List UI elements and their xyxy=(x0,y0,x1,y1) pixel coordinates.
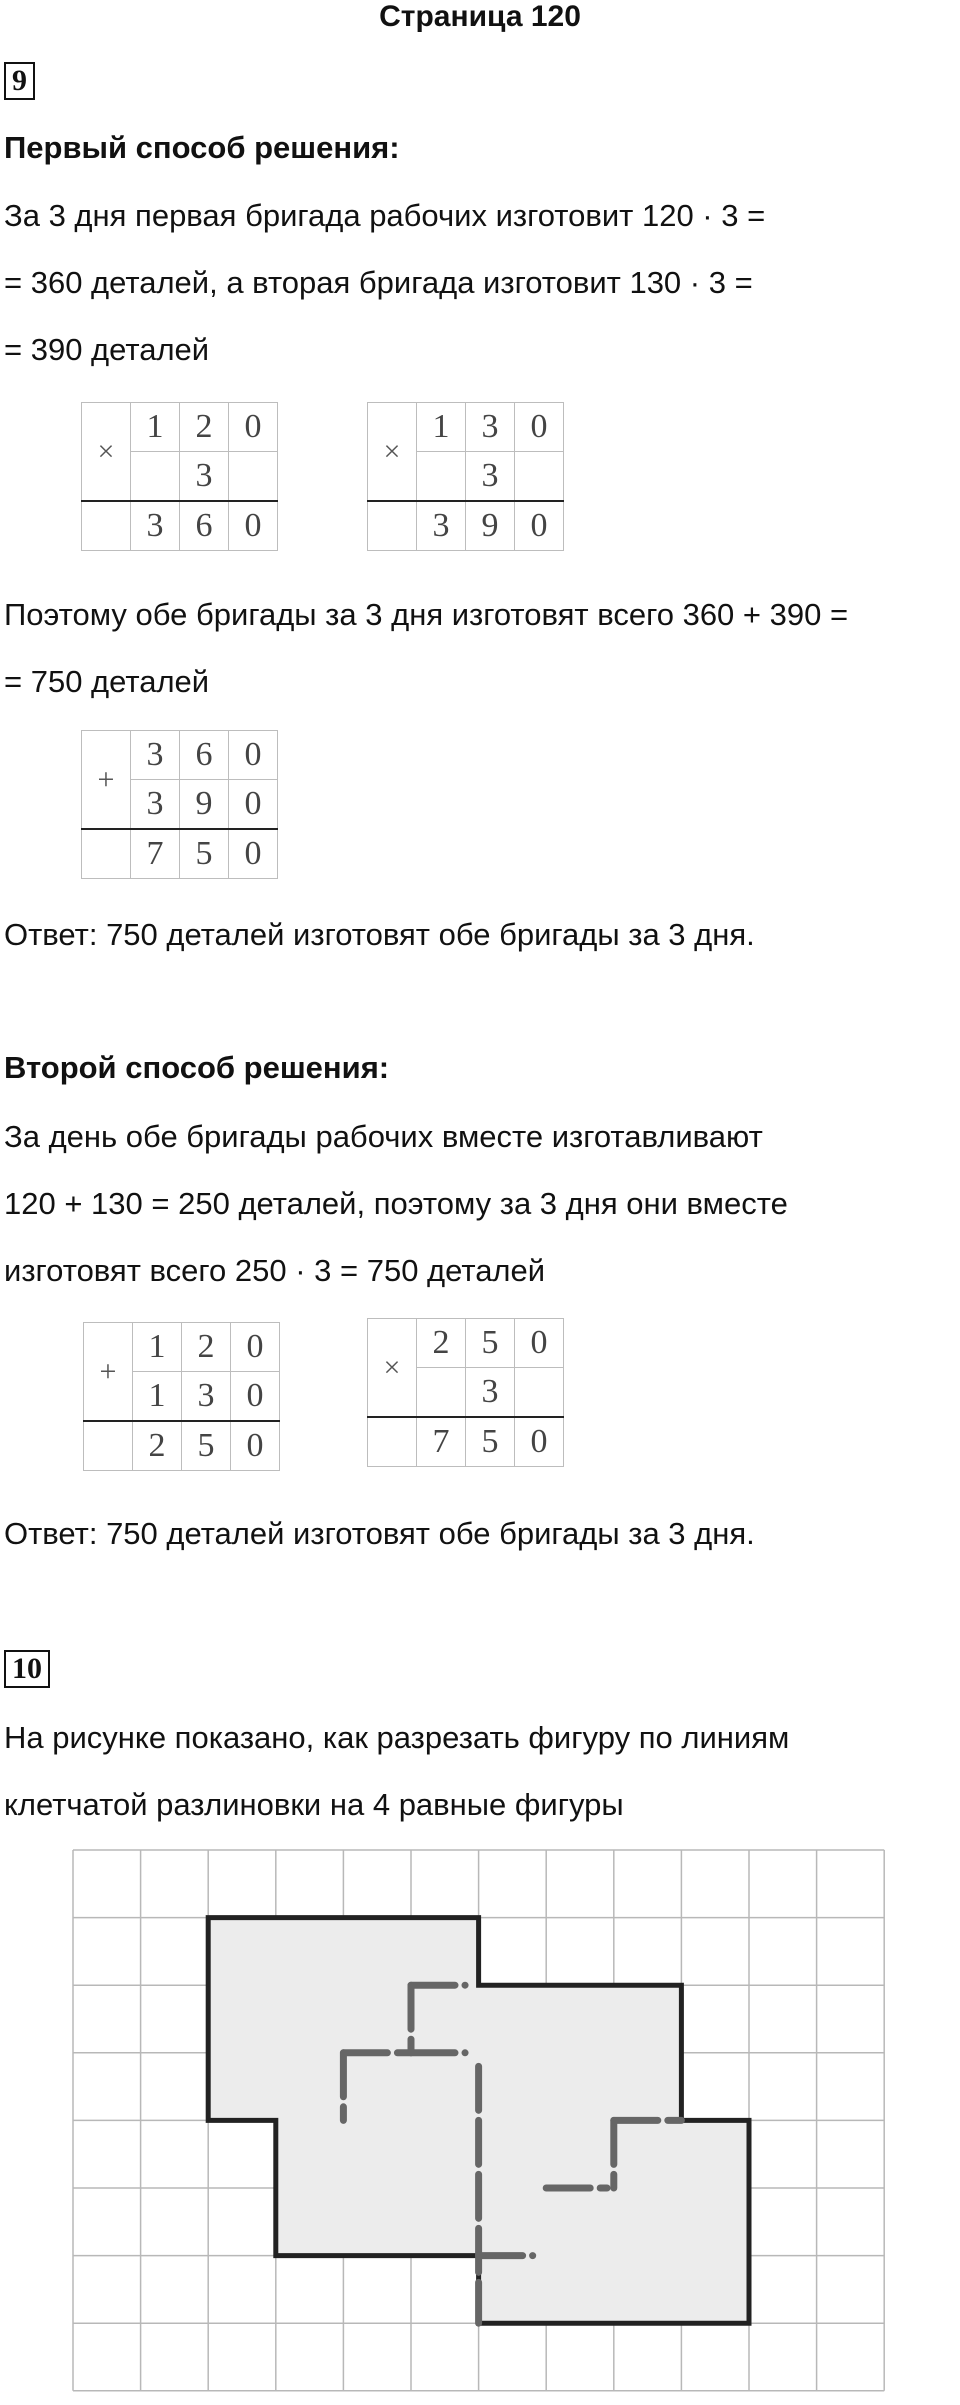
digit-cell: 1 xyxy=(133,1323,182,1372)
sum-line-2: = 750 деталей xyxy=(4,664,210,699)
empty-cell xyxy=(368,1417,417,1467)
way2-line-1: За день обе бригады рабочих вместе изготавливают xyxy=(4,1119,763,1154)
digit-cell: 3 xyxy=(466,1368,515,1418)
operator-sign: + xyxy=(84,1323,133,1422)
task-number-9: 9 xyxy=(4,62,35,100)
result-cell: 5 xyxy=(180,829,229,879)
result-cell: 5 xyxy=(466,1417,515,1467)
digit-cell: 5 xyxy=(466,1319,515,1368)
digit-cell: 0 xyxy=(229,780,278,830)
digit-cell: 3 xyxy=(466,403,515,452)
operator-sign: + xyxy=(82,731,131,830)
digit-cell: 0 xyxy=(229,731,278,780)
digit-cell xyxy=(417,1368,466,1418)
digit-cell: 0 xyxy=(515,1319,564,1368)
digit-cell: 3 xyxy=(131,780,180,830)
calc-mult-130x3 xyxy=(367,402,564,551)
digit-cell: 3 xyxy=(180,452,229,502)
way1-line-3: = 390 деталей xyxy=(4,332,210,367)
digit-cell: 2 xyxy=(417,1319,466,1368)
digit-cell: 3 xyxy=(131,731,180,780)
empty-cell xyxy=(82,829,131,879)
calc-mult-120x3 xyxy=(81,402,278,551)
digit-cell: 3 xyxy=(182,1372,231,1422)
sum-line-1: Поэтому обе бригады за 3 дня изготовят всего 360 + 390 = xyxy=(4,597,849,632)
result-cell: 9 xyxy=(466,501,515,551)
digit-cell: 1 xyxy=(133,1372,182,1422)
page-title: Страница 120 xyxy=(379,0,581,33)
digit-cell: 0 xyxy=(231,1372,280,1422)
digit-cell: 0 xyxy=(229,403,278,452)
empty-cell xyxy=(82,501,131,551)
calc-add-360-390 xyxy=(81,730,278,879)
operator-sign: × xyxy=(368,403,417,502)
digit-cell: 3 xyxy=(466,452,515,502)
result-cell: 3 xyxy=(417,501,466,551)
way2-line-3: изготовят всего 250 · 3 = 750 деталей xyxy=(4,1253,546,1288)
result-cell: 7 xyxy=(131,829,180,879)
digit-cell xyxy=(229,452,278,502)
digit-cell: 0 xyxy=(515,403,564,452)
way1-heading: Первый способ решения: xyxy=(4,130,400,165)
digit-cell: 6 xyxy=(180,731,229,780)
digit-cell: 9 xyxy=(180,780,229,830)
digit-cell: 1 xyxy=(417,403,466,452)
digit-cell xyxy=(515,1368,564,1418)
result-cell: 0 xyxy=(515,1417,564,1467)
empty-cell xyxy=(84,1421,133,1471)
task-number-10: 10 xyxy=(4,1650,50,1688)
operator-sign: × xyxy=(82,403,131,502)
way1-line-1: За 3 дня первая бригада рабочих изготовит 120 · 3 = xyxy=(4,198,766,233)
way1-line-2: = 360 деталей, а вторая бригада изготовит 130 · 3 = xyxy=(4,265,753,300)
digit-cell: 1 xyxy=(131,403,180,452)
result-cell: 5 xyxy=(182,1421,231,1471)
cut-figure-grid xyxy=(71,1848,887,2403)
answer-2: Ответ: 750 деталей изготовят обе бригады за 3 дня. xyxy=(4,1516,755,1551)
result-cell: 0 xyxy=(231,1421,280,1471)
result-cell: 0 xyxy=(515,501,564,551)
way2-line-2: 120 + 130 = 250 деталей, поэтому за 3 дня они вместе xyxy=(4,1186,788,1221)
calc-mult-250x3 xyxy=(367,1318,564,1467)
result-cell: 6 xyxy=(180,501,229,551)
calc-add-120-130 xyxy=(83,1322,280,1471)
way2-heading: Второй способ решения: xyxy=(4,1050,390,1085)
digit-cell xyxy=(131,452,180,502)
result-cell: 3 xyxy=(131,501,180,551)
empty-cell xyxy=(368,501,417,551)
operator-sign: × xyxy=(368,1319,417,1418)
result-cell: 0 xyxy=(229,501,278,551)
digit-cell xyxy=(417,452,466,502)
result-cell: 0 xyxy=(229,829,278,879)
digit-cell: 0 xyxy=(231,1323,280,1372)
result-cell: 7 xyxy=(417,1417,466,1467)
result-cell: 2 xyxy=(133,1421,182,1471)
answer-1: Ответ: 750 деталей изготовят обе бригады за 3 дня. xyxy=(4,917,755,952)
digit-cell: 2 xyxy=(182,1323,231,1372)
digit-cell xyxy=(515,452,564,502)
task10-line-2: клетчатой разлиновки на 4 равные фигуры xyxy=(4,1787,624,1822)
digit-cell: 2 xyxy=(180,403,229,452)
task10-line-1: На рисунке показано, как разрезать фигуру по линиям xyxy=(4,1720,790,1755)
